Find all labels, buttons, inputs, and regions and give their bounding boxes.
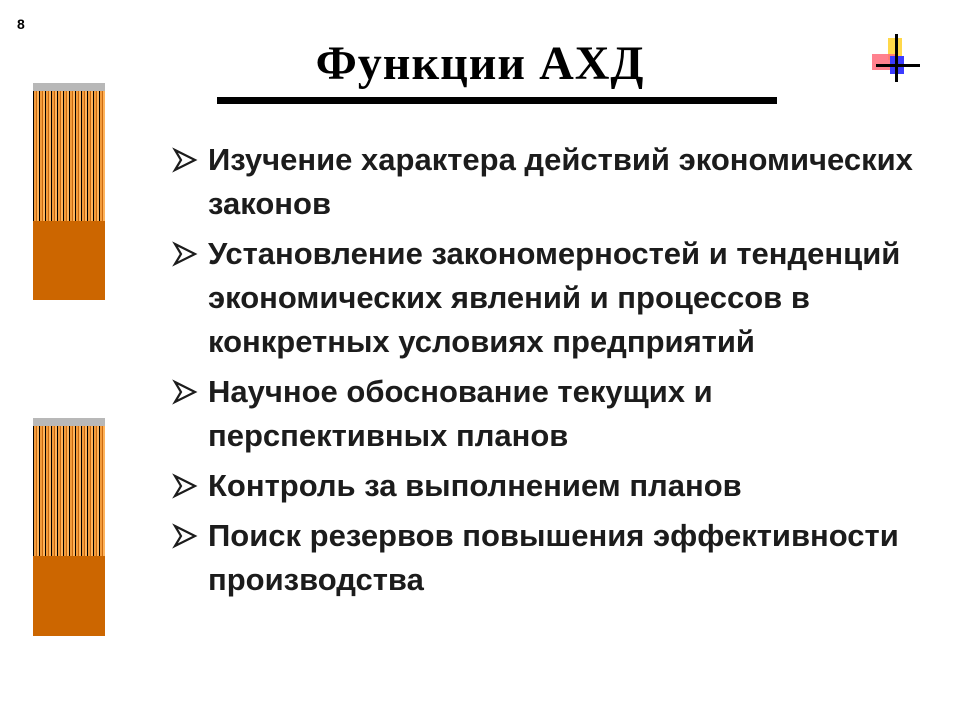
list-item: [172, 370, 932, 458]
decorative-strip-top: [33, 83, 105, 300]
list-item: [172, 514, 932, 602]
strip-solid-block: [33, 556, 105, 636]
decorative-strip-bottom: [33, 418, 105, 636]
list-item: [172, 464, 932, 508]
list-item-text: Изучение характера действий экономических законов: [208, 142, 913, 221]
arrowhead-bullet-icon: [172, 147, 198, 173]
strip-stripes: [33, 426, 105, 556]
bullet-list: [172, 138, 932, 608]
list-item-text: Научное обоснование текущих и перспективных планов: [208, 374, 713, 453]
title-underline: [217, 97, 777, 104]
list-item-text: Установление закономерностей и тенденций экономических явлений и процессов в конкретных условиях предприятий: [208, 236, 901, 359]
corner-logo-icon: [868, 34, 920, 84]
arrowhead-bullet-icon: [172, 473, 198, 499]
strip-solid-block: [33, 221, 105, 300]
strip-cap: [33, 418, 105, 426]
list-item: [172, 138, 932, 226]
arrowhead-bullet-icon: [172, 379, 198, 405]
strip-cap: [33, 83, 105, 91]
list-item-text: Поиск резервов повышения эффективности производства: [208, 518, 899, 597]
arrowhead-bullet-icon: [172, 241, 198, 267]
list-item-text: Контроль за выполнением планов: [208, 468, 742, 503]
arrowhead-bullet-icon: [172, 523, 198, 549]
slide-title: Функции АХД: [315, 37, 645, 90]
page-number: 8: [17, 16, 25, 32]
list-item: [172, 232, 932, 364]
strip-stripes: [33, 91, 105, 221]
